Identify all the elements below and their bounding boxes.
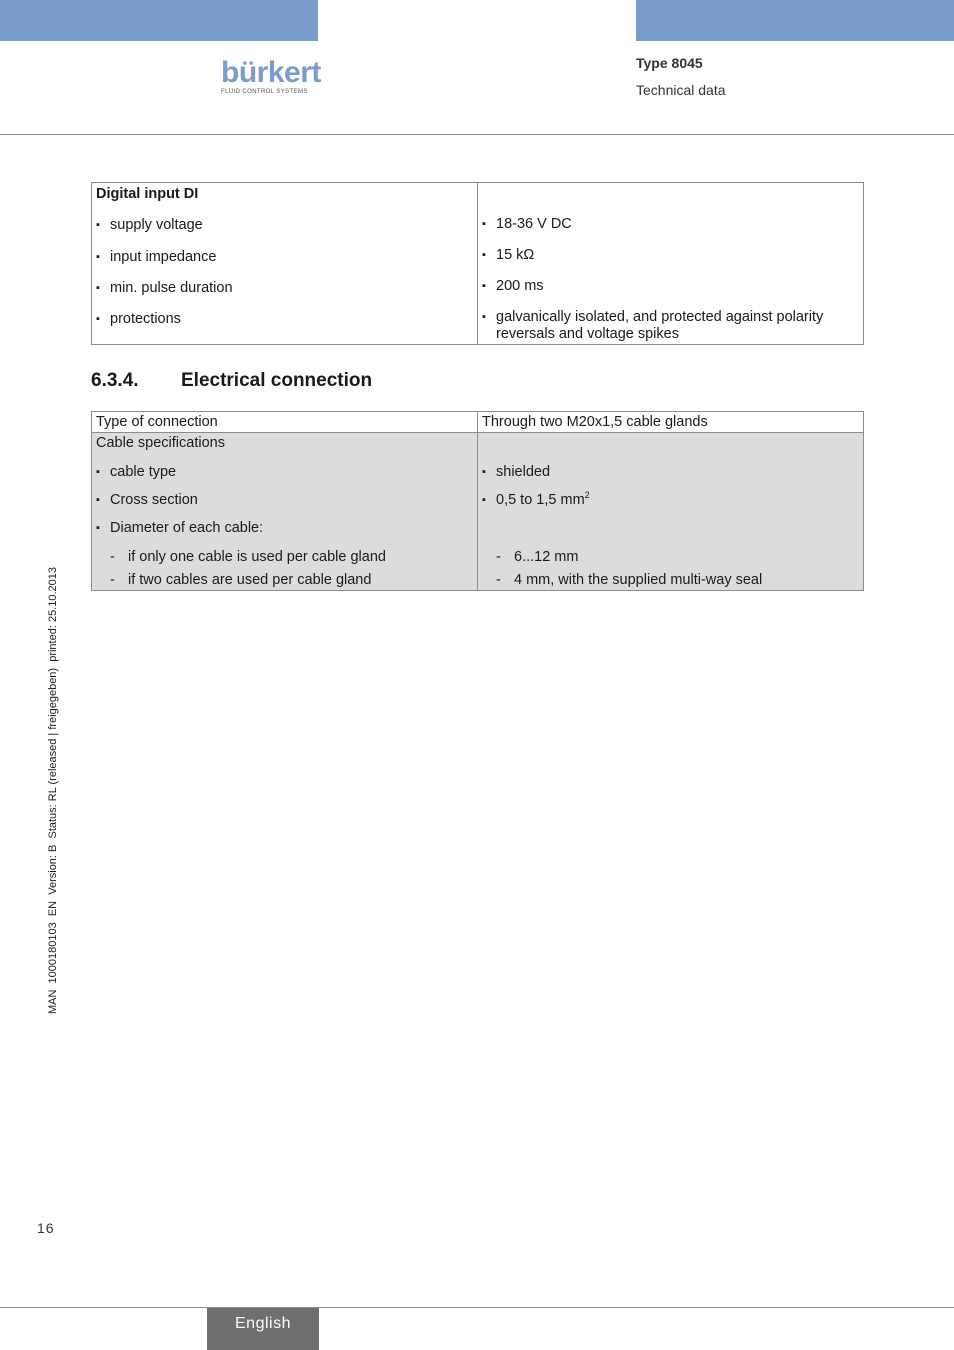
list-item: ▪ shielded bbox=[482, 464, 551, 480]
electrical-connection-table bbox=[91, 411, 864, 591]
section-title: Electrical connection bbox=[181, 370, 373, 391]
bullet-icon: ▪ bbox=[96, 251, 100, 263]
list-item: ▪ 18-36 V DC bbox=[482, 216, 572, 232]
list-item: - 4 mm, with the supplied multi-way seal bbox=[482, 572, 859, 589]
bullet-icon: ▪ bbox=[96, 494, 100, 506]
list-item: ▪ protections bbox=[96, 311, 181, 327]
footer-divider bbox=[0, 1307, 954, 1308]
list-item: - if only one cable is used per cable gland bbox=[96, 549, 473, 566]
dash-icon: - bbox=[110, 572, 115, 588]
table-cell bbox=[478, 412, 864, 433]
cable-spec-title: Cable specifications bbox=[96, 435, 225, 451]
bullet-icon: ▪ bbox=[96, 466, 100, 478]
bullet-icon: ▪ bbox=[96, 313, 100, 325]
section-number: 6.3.4. bbox=[91, 370, 139, 391]
list-item: ▪ Cross section bbox=[96, 492, 198, 508]
list-item: ▪ 200 ms bbox=[482, 278, 544, 294]
header-accent-bar-right bbox=[636, 0, 954, 41]
table-cell bbox=[92, 183, 478, 345]
list-item: ▪ supply voltage bbox=[96, 217, 203, 233]
table-cell bbox=[478, 433, 864, 591]
section-heading bbox=[91, 370, 372, 392]
bullet-icon: ▪ bbox=[96, 219, 100, 231]
table-cell bbox=[92, 412, 478, 433]
bullet-icon: ▪ bbox=[482, 311, 486, 323]
document-section: Technical data bbox=[636, 82, 726, 98]
bullet-icon: ▪ bbox=[482, 218, 486, 230]
table-row bbox=[92, 412, 864, 433]
list-item: ▪ galvanically isolated, and protected against polarity reversals and voltage spikes bbox=[482, 309, 824, 342]
list-item: ▪ input impedance bbox=[96, 249, 217, 265]
dash-icon: - bbox=[110, 549, 115, 565]
list-item: ▪ 15 kΩ bbox=[482, 247, 535, 263]
bullet-icon: ▪ bbox=[96, 522, 100, 534]
list-item: - if two cables are used per cable gland bbox=[96, 572, 473, 589]
digital-input-table bbox=[91, 182, 864, 345]
list-item: ▪ cable type bbox=[96, 464, 177, 480]
connection-type-value: Through two M20x1,5 cable glands bbox=[482, 414, 708, 430]
bullet-icon: ▪ bbox=[482, 494, 486, 506]
dash-icon: - bbox=[496, 572, 501, 588]
table-cell bbox=[92, 433, 478, 591]
header-accent-bar-left bbox=[0, 0, 318, 41]
bullet-icon: ▪ bbox=[96, 282, 100, 294]
digital-input-title: Digital input DI bbox=[96, 186, 199, 202]
brand-logo bbox=[221, 58, 321, 96]
list-item: - 6...12 mm bbox=[482, 549, 859, 566]
document-type: Type 8045 bbox=[636, 55, 703, 71]
list-item: ▪ min. pulse duration bbox=[96, 280, 233, 296]
language-tab: English bbox=[207, 1308, 319, 1350]
bullet-icon: ▪ bbox=[482, 249, 486, 261]
bullet-icon: ▪ bbox=[482, 280, 486, 292]
brand-wordmark: bürkert bbox=[221, 56, 321, 89]
header-divider bbox=[0, 134, 954, 135]
brand-tagline: FLUID CONTROL SYSTEMS bbox=[221, 89, 308, 95]
dash-icon: - bbox=[496, 549, 501, 565]
table-cell bbox=[478, 183, 864, 345]
connection-type-label: Type of connection bbox=[96, 414, 218, 430]
list-item: ▪ Diameter of each cable: bbox=[96, 520, 264, 536]
bullet-icon: ▪ bbox=[482, 466, 486, 478]
list-item: ▪ 0,5 to 1,5 $mm^2$ bbox=[482, 490, 590, 508]
table-row bbox=[92, 183, 864, 345]
table-row bbox=[92, 433, 864, 591]
page-number: 16 bbox=[37, 1220, 55, 1236]
document-metadata-sidebar: MAN 1000180103 EN Version: B Status: RL (released | freigegeben) printed: 25.10.2013 bbox=[47, 566, 59, 1014]
